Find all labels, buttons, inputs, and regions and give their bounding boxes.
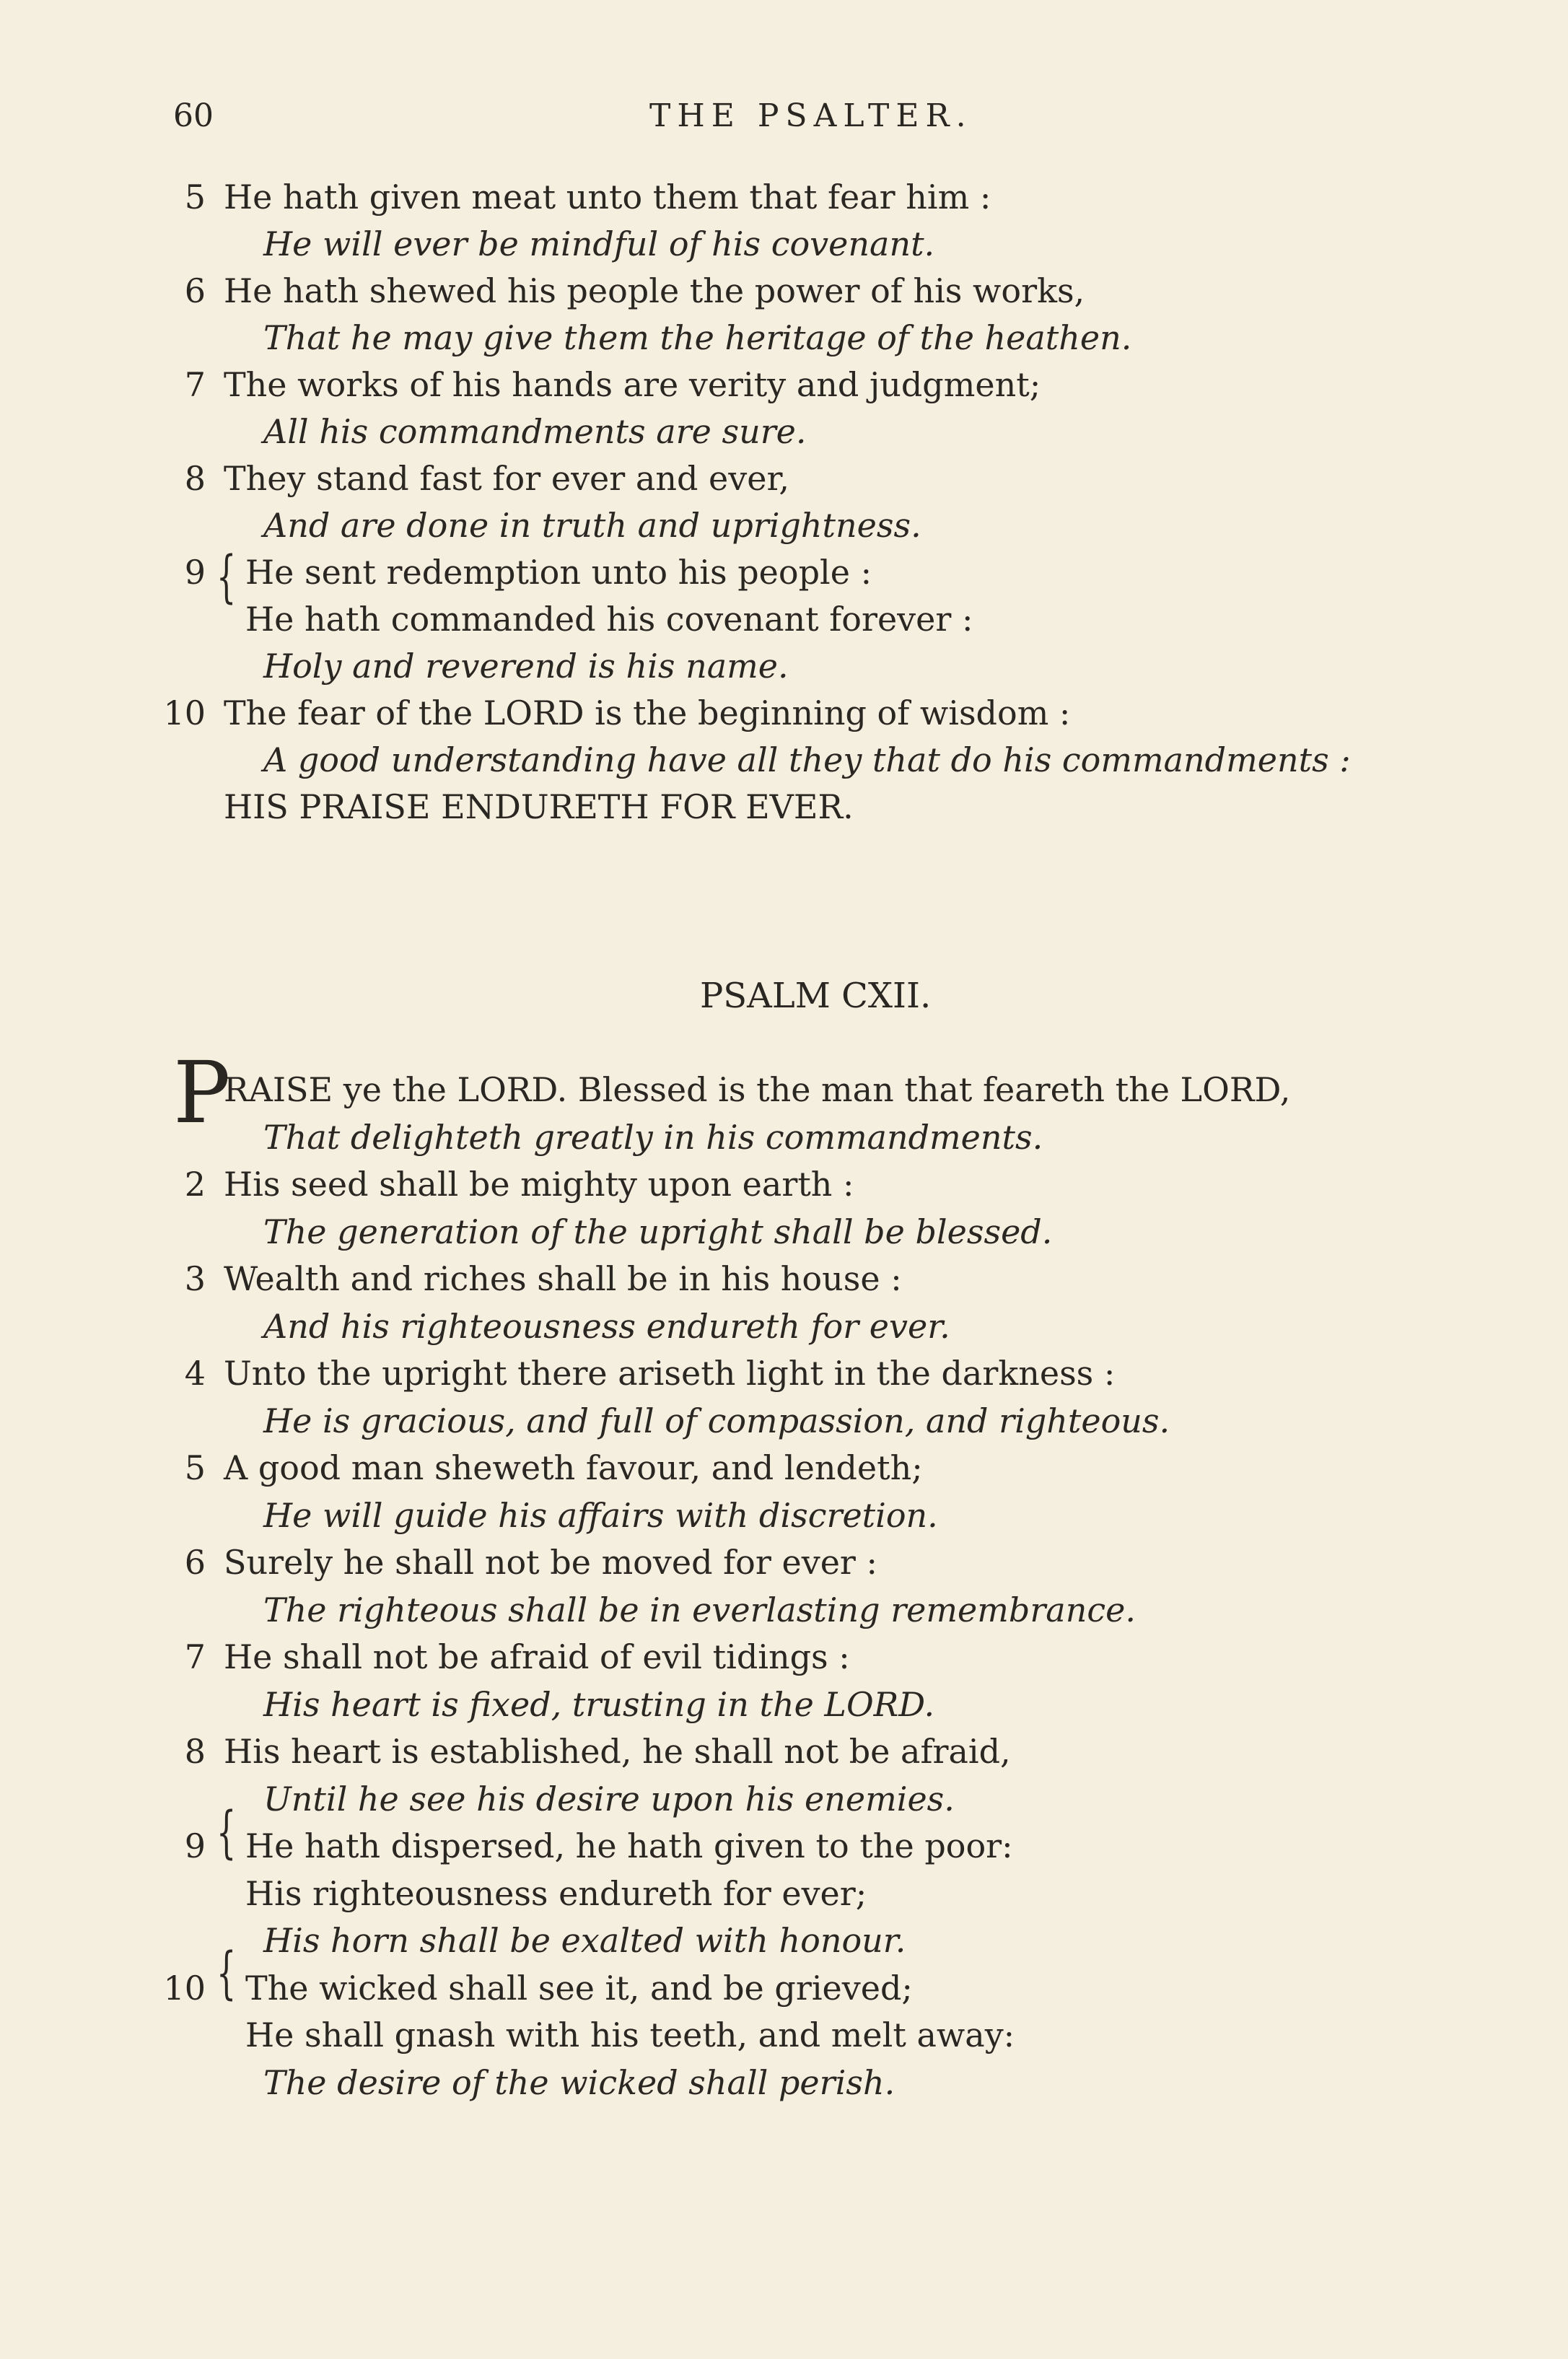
verse-line: He hath shewed his people the power of his works, xyxy=(224,271,1085,310)
psalm-title: PSALM CXII. xyxy=(700,976,932,1016)
verse-line: He shall gnash with his teeth, and melt away: xyxy=(245,2016,1015,2054)
verse-response: The generation of the upright shall be blessed. xyxy=(263,1212,1053,1251)
verse-line: RAISE ye the LORD. Blessed is the man that feareth the LORD, xyxy=(224,1070,1291,1109)
verse-number: 6 xyxy=(184,1543,206,1582)
page-header xyxy=(173,97,1227,141)
verse-brace: { xyxy=(216,545,237,610)
verse-number: 3 xyxy=(184,1259,206,1298)
verse-line: He hath given meat unto them that fear him : xyxy=(224,178,991,216)
verse-number: 2 xyxy=(184,1165,206,1204)
verse-line: His seed shall be mighty upon earth : xyxy=(224,1165,854,1204)
verse-line: Unto the upright there ariseth light in the darkness : xyxy=(224,1354,1116,1393)
verse-number: 8 xyxy=(184,1732,206,1771)
verse-line: HIS PRAISE ENDURETH FOR EVER. xyxy=(224,787,854,826)
verse-number: 9 xyxy=(184,1826,206,1865)
verse-response: All his commandments are sure. xyxy=(263,412,807,451)
verse-number: 10 xyxy=(163,1968,206,2008)
verse-number: 6 xyxy=(184,271,206,310)
verse-response: He will guide his affairs with discretion. xyxy=(263,1495,938,1535)
page-number: 60 xyxy=(173,97,214,134)
verse-response: His heart is fixed, trusting in the LORD. xyxy=(263,1684,935,1724)
running-title: THE PSALTER. xyxy=(649,97,973,134)
verse-line: His righteousness endureth for ever; xyxy=(245,1873,867,1913)
verse-number: 4 xyxy=(184,1354,206,1393)
verse-line: He sent redemption unto his people : xyxy=(245,553,872,592)
verse-number: 7 xyxy=(184,1637,206,1676)
verse-line: He hath dispersed, he hath given to the poor: xyxy=(245,1826,1013,1865)
verse-response: That he may give them the heritage of the heathen. xyxy=(263,318,1132,357)
verse-brace: { xyxy=(216,1941,237,2006)
verse-line: He shall not be afraid of evil tidings : xyxy=(224,1637,850,1676)
verse-number: 5 xyxy=(184,178,206,216)
verse-brace: { xyxy=(216,1800,237,1865)
verse-line: His heart is established, he shall not be afraid, xyxy=(224,1732,1011,1771)
verse-line: He hath commanded his covenant forever : xyxy=(245,600,973,639)
verse-response: That delighteth greatly in his commandments. xyxy=(263,1117,1043,1157)
verse-number: 10 xyxy=(163,693,206,732)
verse-response: Holy and reverend is his name. xyxy=(263,647,789,686)
verse-line: The wicked shall see it, and be grieved; xyxy=(245,1968,913,2008)
verse-line: They stand fast for ever and ever, xyxy=(224,459,789,498)
verse-response: The righteous shall be in everlasting remembrance. xyxy=(263,1590,1136,1629)
verse-number: 9 xyxy=(184,553,206,592)
verse-response: The desire of the wicked shall perish. xyxy=(263,2062,895,2102)
verse-response: He is gracious, and full of compassion, and righteous. xyxy=(263,1401,1170,1440)
verse-response: And his righteousness endureth for ever. xyxy=(263,1306,950,1346)
verse-number: 8 xyxy=(184,459,206,498)
verse-number: 5 xyxy=(184,1448,206,1487)
verse-response: And are done in truth and uprightness. xyxy=(263,506,921,545)
verse-line: The fear of the LORD is the beginning of wisdom : xyxy=(224,693,1071,732)
verse-response: A good understanding have all they that do his commandments : xyxy=(263,740,1351,779)
verse-response: Until he see his desire upon his enemies. xyxy=(263,1779,955,1819)
drop-cap: P xyxy=(173,1043,231,1142)
verse-line: Surely he shall not be moved for ever : xyxy=(224,1543,878,1582)
verse-line: Wealth and riches shall be in his house : xyxy=(224,1259,902,1298)
verse-line: The works of his hands are verity and judgment; xyxy=(224,365,1041,404)
verse-response: His horn shall be exalted with honour. xyxy=(263,1921,906,1960)
verse-line: A good man sheweth favour, and lendeth; xyxy=(224,1448,923,1487)
verse-number: 7 xyxy=(184,365,206,404)
verse-response: He will ever be mindful of his covenant. xyxy=(263,224,935,263)
